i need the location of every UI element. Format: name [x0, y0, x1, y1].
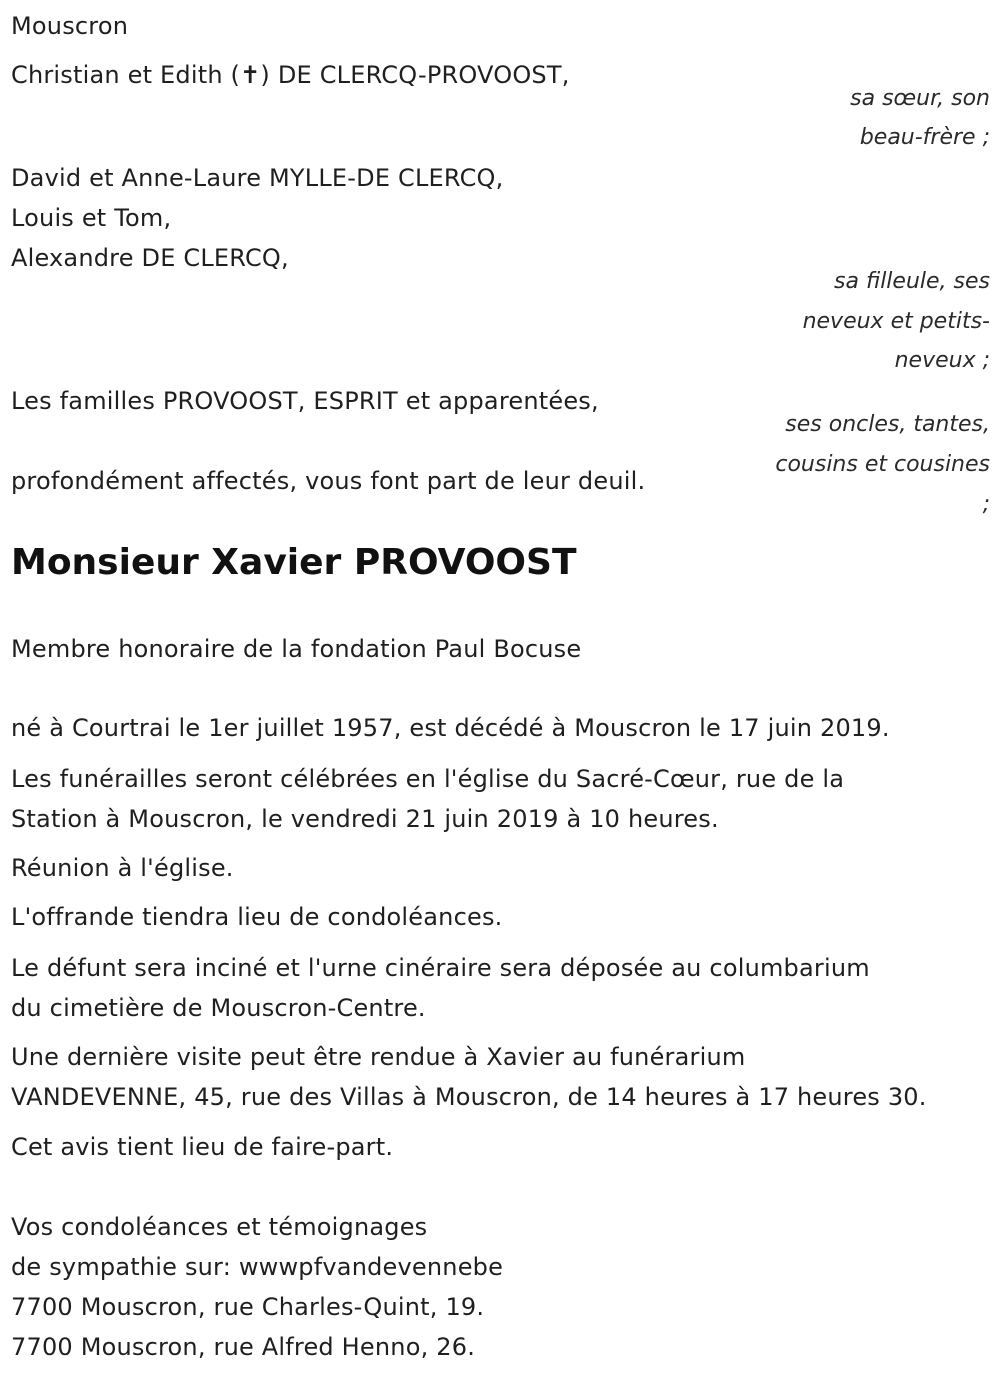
funeral-line-1: Les funérailles seront célébrées en l'église du Sacré-Cœur, rue de la: [11, 765, 845, 793]
birth-death-line: né à Courtrai le 1er juillet 1957, est décédé à Mouscron le 17 juin 2019.: [11, 714, 890, 742]
footer-line-3: 7700 Mouscron, rue Charles-Quint, 19.: [11, 1293, 485, 1321]
family-group-3: Les familles PROVOOST, ESPRIT et apparentées,: [11, 387, 599, 415]
city-heading: Mouscron: [11, 12, 129, 40]
deceased-title: Membre honoraire de la fondation Paul Bocuse: [11, 635, 582, 663]
relation-3-line-3: ;: [982, 492, 990, 517]
footer-line-2: de sympathie sur: wwwpfvandevennebe: [11, 1253, 504, 1281]
mourning-statement: profondément affectés, vous font part de leur deuil.: [11, 467, 646, 495]
family-group-2-line-3: Alexandre DE CLERCQ,: [11, 244, 289, 272]
relation-2-line-2: neveux et petits-: [802, 309, 990, 334]
notice-line: Cet avis tient lieu de faire-part.: [11, 1133, 394, 1161]
relation-1-line-2: beau-frère ;: [859, 125, 990, 150]
family-group-1: Christian et Edith (✝) DE CLERCQ-PROVOOST,: [11, 61, 570, 89]
family-group-2-line-2: Louis et Tom,: [11, 204, 172, 232]
relation-3-line-2: cousins et cousines: [775, 452, 990, 477]
relation-3-line-1: ses oncles, tantes,: [785, 412, 990, 437]
footer-line-4: 7700 Mouscron, rue Alfred Henno, 26.: [11, 1333, 476, 1361]
visit-line-2: VANDEVENNE, 45, rue des Villas à Mouscron, de 14 heures à 17 heures 30.: [11, 1083, 927, 1111]
relation-2-line-3: neveux ;: [894, 348, 990, 373]
cremation-line-1: Le défunt sera inciné et l'urne cinéraire sera déposée au columbarium: [11, 954, 870, 982]
meeting-line: Réunion à l'église.: [11, 854, 234, 882]
relation-2-line-1: sa filleule, ses: [834, 269, 990, 294]
cremation-line-2: du cimetière de Mouscron-Centre.: [11, 994, 426, 1022]
family-group-2-line-1: David et Anne-Laure MYLLE-DE CLERCQ,: [11, 164, 504, 192]
footer-line-1: Vos condoléances et témoignages: [11, 1213, 428, 1241]
offering-line: L'offrande tiendra lieu de condoléances.: [11, 903, 503, 931]
visit-line-1: Une dernière visite peut être rendue à Xavier au funérarium: [11, 1043, 746, 1071]
relation-1-line-1: sa sœur, son: [850, 86, 990, 111]
deceased-name: Monsieur Xavier PROVOOST: [11, 542, 577, 583]
funeral-line-2: Station à Mouscron, le vendredi 21 juin 2019 à 10 heures.: [11, 805, 719, 833]
